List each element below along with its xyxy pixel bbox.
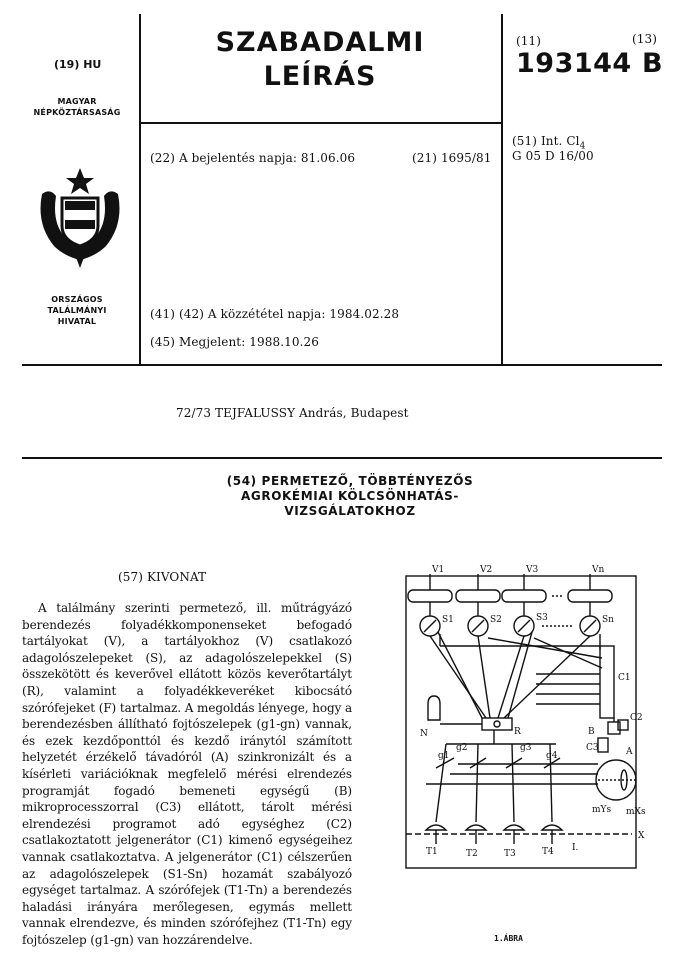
figure-label-valve: S1 bbox=[442, 615, 454, 625]
figure-label-unit: N bbox=[420, 729, 428, 739]
application-number: (21) 1695/81 bbox=[412, 151, 492, 165]
publication-number: 193144 bbox=[516, 48, 632, 79]
int-classification-value: G 05 D 16/00 bbox=[512, 149, 594, 163]
figure-label-nozzle: T3 bbox=[504, 849, 516, 859]
invention-title: (54) PERMETEZŐ, TÖBBTÉNYEZŐS AGROKÉMIAI KÖLCSÖNHATÁS- VIZSGÁLATOKHOZ bbox=[226, 474, 474, 518]
header-bottom-rule bbox=[22, 364, 662, 366]
header-top-rule bbox=[140, 122, 502, 124]
office-name: ORSZÁGOS TALÁLMÁNYI HIVATAL bbox=[47, 295, 107, 326]
figure-label-tank: Vn bbox=[592, 565, 605, 575]
filing-date: (22) A bejelentés napja: 81.06.06 bbox=[150, 151, 356, 165]
figure-label-nozzle: T2 bbox=[466, 849, 478, 859]
issue-date: (45) Megjelent: 1988.10.26 bbox=[150, 335, 319, 349]
header-left-rule bbox=[139, 14, 141, 364]
header-right-rule bbox=[501, 14, 503, 364]
figure-label-unit: R bbox=[514, 727, 521, 737]
int-classification: (51) Int. $Cl_4$ bbox=[512, 134, 586, 152]
kind-code-label: (13) bbox=[632, 32, 658, 46]
figure-label-tank: V1 bbox=[432, 565, 445, 575]
figure-label-valve: S2 bbox=[490, 615, 502, 625]
figure-label-unit: C2 bbox=[630, 713, 643, 723]
inventor: 72/73 TEJFALUSSY András, Budapest bbox=[176, 406, 409, 420]
figure-1 bbox=[386, 554, 662, 934]
figure-label-sensor: mYs bbox=[592, 805, 612, 815]
figure-label-tank: V3 bbox=[526, 565, 539, 575]
abstract-heading: (57) KIVONAT bbox=[118, 570, 207, 584]
publication-date: (41) (42) A közzététel napja: 1984.02.28 bbox=[150, 307, 400, 321]
figure-label-nozzle: T4 bbox=[542, 847, 554, 857]
state-emblem bbox=[34, 164, 126, 272]
figure-label-unit: A bbox=[626, 747, 633, 757]
figure-label-throttle: g4 bbox=[546, 751, 558, 761]
pub-number-code: (11) bbox=[516, 34, 542, 48]
country-name: MAGYAR NÉPKÖZTÁRSASÁG bbox=[33, 97, 121, 117]
figure-label-unit: C1 bbox=[618, 673, 631, 683]
figure-label-axis: X bbox=[638, 831, 645, 841]
inventor-bottom-rule bbox=[22, 457, 662, 459]
figure-label-throttle: g2 bbox=[456, 743, 468, 753]
figure-label-valve: Sn bbox=[602, 615, 614, 625]
figure-label-valve: S3 bbox=[536, 613, 548, 623]
figure-caption: 1.ÁBRA bbox=[494, 934, 523, 943]
kind-code: B bbox=[642, 48, 664, 79]
figure-label-sensor: mXs bbox=[626, 807, 646, 817]
abstract-text: A találmány szerinti permetező, ill. műtrágyázó berendezés folyadékkomponenseket befogadó tartályokat (V), a tartályokhoz (V) csatlakozó adagolószelepeket (S), az adagolószelepekkel (S) összekötött és keverővel ellátott közös keverőtartályt (R), valamint a folyadékkeveréket kibocsátó szórófejeket (F) tartalmaz. A megoldás lényege, hogy a berendezésben állítható fojtószelepek (g1-gn) vannak, és ezek kezdőponttól és kezdő iránytól számított helyzetét érzékelő távadóról (A) szinkronizált és a kísérleti variációknak megfelelő mérési elrendezés programját fogadó bemeneti egységű (B) mikroprocesszorral (C3) ellátott, tárolt mérési elrendezési programot adó egységhez (C2) csatlakoztatott jelgenerátor (C1) kimenő egységeihez vannak csatlakoztatva. A jelgenerátor (C1) célszerűen az adagolószelepek (S1-Sn) hozamát szabályozó egységet tartalmaz. A szórófejek (T1-Tn) a berendezés haladási irányára merőlegesen, egymás mellett vannak elrendezve, és minden szórófejhez (T1-Tn) egy fojtószelep (g1-gn) van hozzárendelve. bbox=[22, 601, 353, 947]
figure-label-nozzle: I. bbox=[572, 843, 579, 853]
figure-label-unit: C3 bbox=[586, 743, 599, 753]
document-title: SZABADALMI LEÍRÁS bbox=[215, 27, 425, 92]
figure-label-nozzle: T1 bbox=[426, 847, 438, 857]
figure-label-throttle: g3 bbox=[520, 743, 532, 753]
figure-label-throttle: g1 bbox=[438, 751, 450, 761]
country-code: (19) HU bbox=[54, 58, 102, 71]
figure-label-tank: V2 bbox=[480, 565, 493, 575]
figure-label-unit: B bbox=[588, 727, 595, 737]
int-cl-edition: 4 bbox=[579, 141, 586, 152]
